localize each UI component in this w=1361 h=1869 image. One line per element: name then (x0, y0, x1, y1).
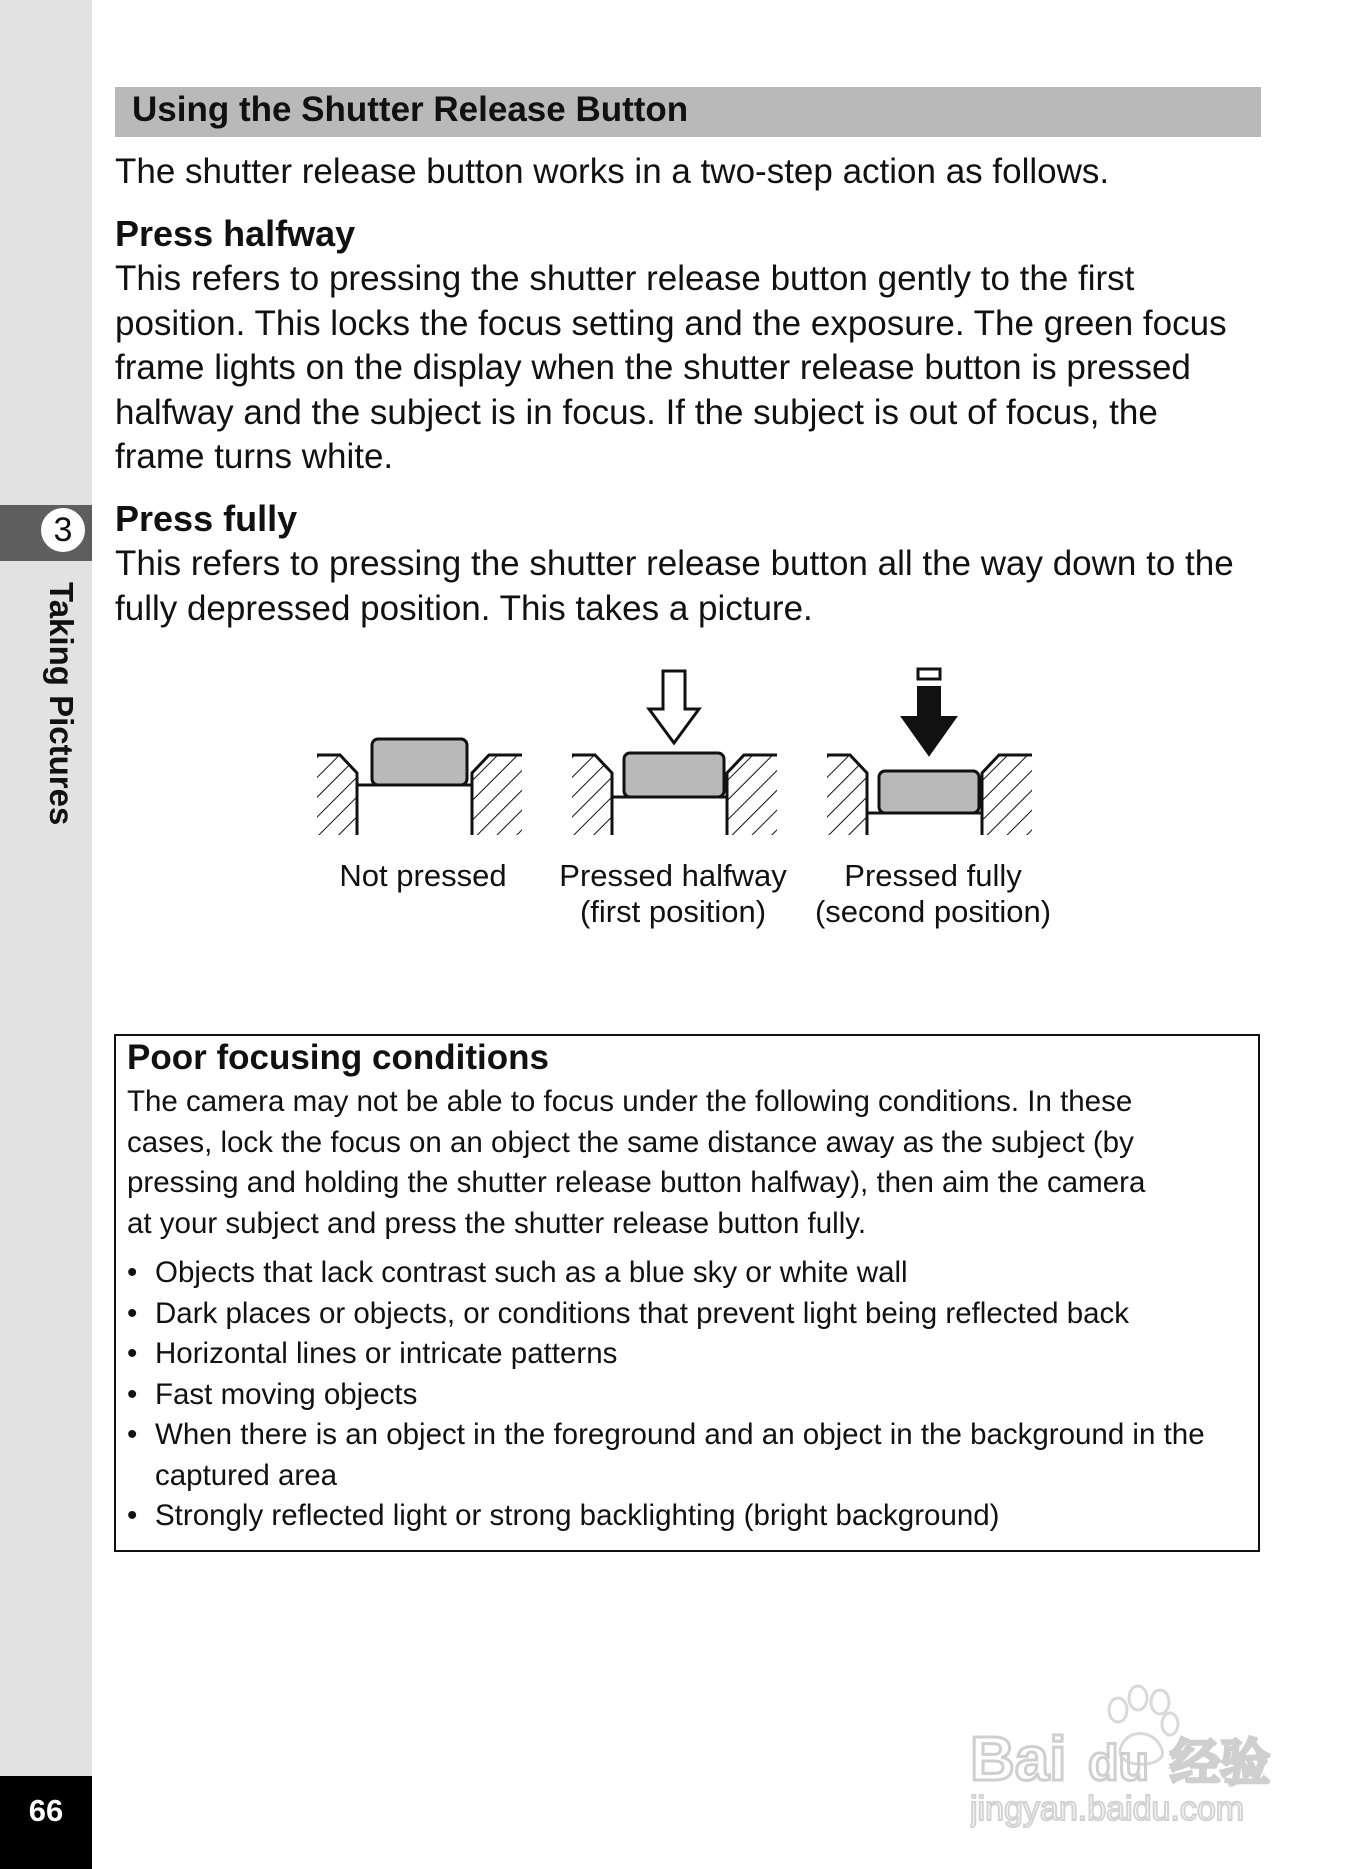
text-line: frame lights on the display when the shutter release button is pressed (115, 348, 1191, 387)
watermark-url: jingyan.baidu.com (970, 1790, 1245, 1828)
chapter-title: Taking Pictures (43, 582, 80, 826)
shutter-button-diagram (312, 663, 1032, 843)
text-line: frame turns white. (115, 437, 394, 476)
text-line: This refers to pressing the shutter release button all the way down to the (115, 544, 1234, 583)
section-heading: Using the Shutter Release Button (132, 90, 689, 129)
note-title: Poor focusing conditions (127, 1038, 549, 1077)
arrow-down-solid-icon (902, 687, 956, 755)
caption-line: (second position) (814, 894, 1052, 929)
caption-line: Pressed fully (844, 858, 1022, 893)
chapter-sidebar (0, 0, 92, 1869)
press-fully-title: Press fully (115, 498, 298, 539)
button-pressed-fully (827, 669, 1032, 835)
text-line: pressing and holding the shutter release button halfway), then aim the camera (127, 1166, 1146, 1199)
text-line: This refers to pressing the shutter release button gently to the first (115, 259, 1135, 298)
section-intro: The shutter release button works in a two-step action as follows. (115, 152, 1110, 191)
list-item: • Objects that lack contrast such as a blue sky or white wall (127, 1253, 1247, 1294)
list-item: • Dark places or objects, or conditions that prevent light being reflected back (127, 1294, 1247, 1335)
caption-pressed-halfway (548, 858, 798, 930)
text-line: position. This locks the focus setting and the exposure. The green focus (115, 303, 1227, 343)
list-item: • Fast moving objects (127, 1375, 1247, 1416)
note-text (127, 1082, 1247, 1244)
press-halfway-title: Press halfway (115, 213, 356, 254)
watermark-brand-cn: 经验 (1170, 1734, 1270, 1792)
caption-pressed-fully (808, 858, 1058, 930)
list-item: • When there is an object in the foreground and an object in the background in the captured area (127, 1415, 1247, 1496)
press-fully-text (115, 542, 1265, 631)
arrow-down-outline-icon (649, 671, 699, 743)
text-line: cases, lock the focus on an object the same distance away as the subject (by (127, 1125, 1134, 1159)
text-line: halfway and the subject is in focus. If the subject is out of focus, the (115, 392, 1158, 432)
shutter-button-shape (879, 771, 979, 813)
page-number: 66 (28, 1793, 64, 1828)
baidu-watermark (970, 1680, 1290, 1830)
text-line: at your subject and press the shutter release button fully. (127, 1206, 867, 1240)
list-item: • Strongly reflected light or strong backlighting (bright background) (127, 1496, 1247, 1537)
button-pressed-halfway (572, 671, 777, 835)
button-not-pressed (317, 739, 522, 835)
press-halfway-text (115, 257, 1265, 480)
text-line: fully depressed position. This takes a picture. (115, 588, 813, 628)
shutter-button-shape (372, 739, 467, 785)
list-item: • Horizontal lines or intricate patterns (127, 1334, 1247, 1375)
shutter-button-shape (624, 753, 724, 797)
caption-line: Pressed halfway (559, 858, 787, 893)
chapter-number: 3 (38, 505, 88, 555)
focusing-conditions-list (127, 1253, 1247, 1537)
caption-not-pressed (318, 858, 528, 894)
text-line: The camera may not be able to focus under the following conditions. In these (127, 1085, 1133, 1118)
watermark-brand-right: du (1088, 1735, 1150, 1791)
watermark-brand-left: Bai (970, 1725, 1067, 1794)
caption-line: Not pressed (339, 858, 507, 893)
caption-line: (first position) (579, 894, 767, 929)
